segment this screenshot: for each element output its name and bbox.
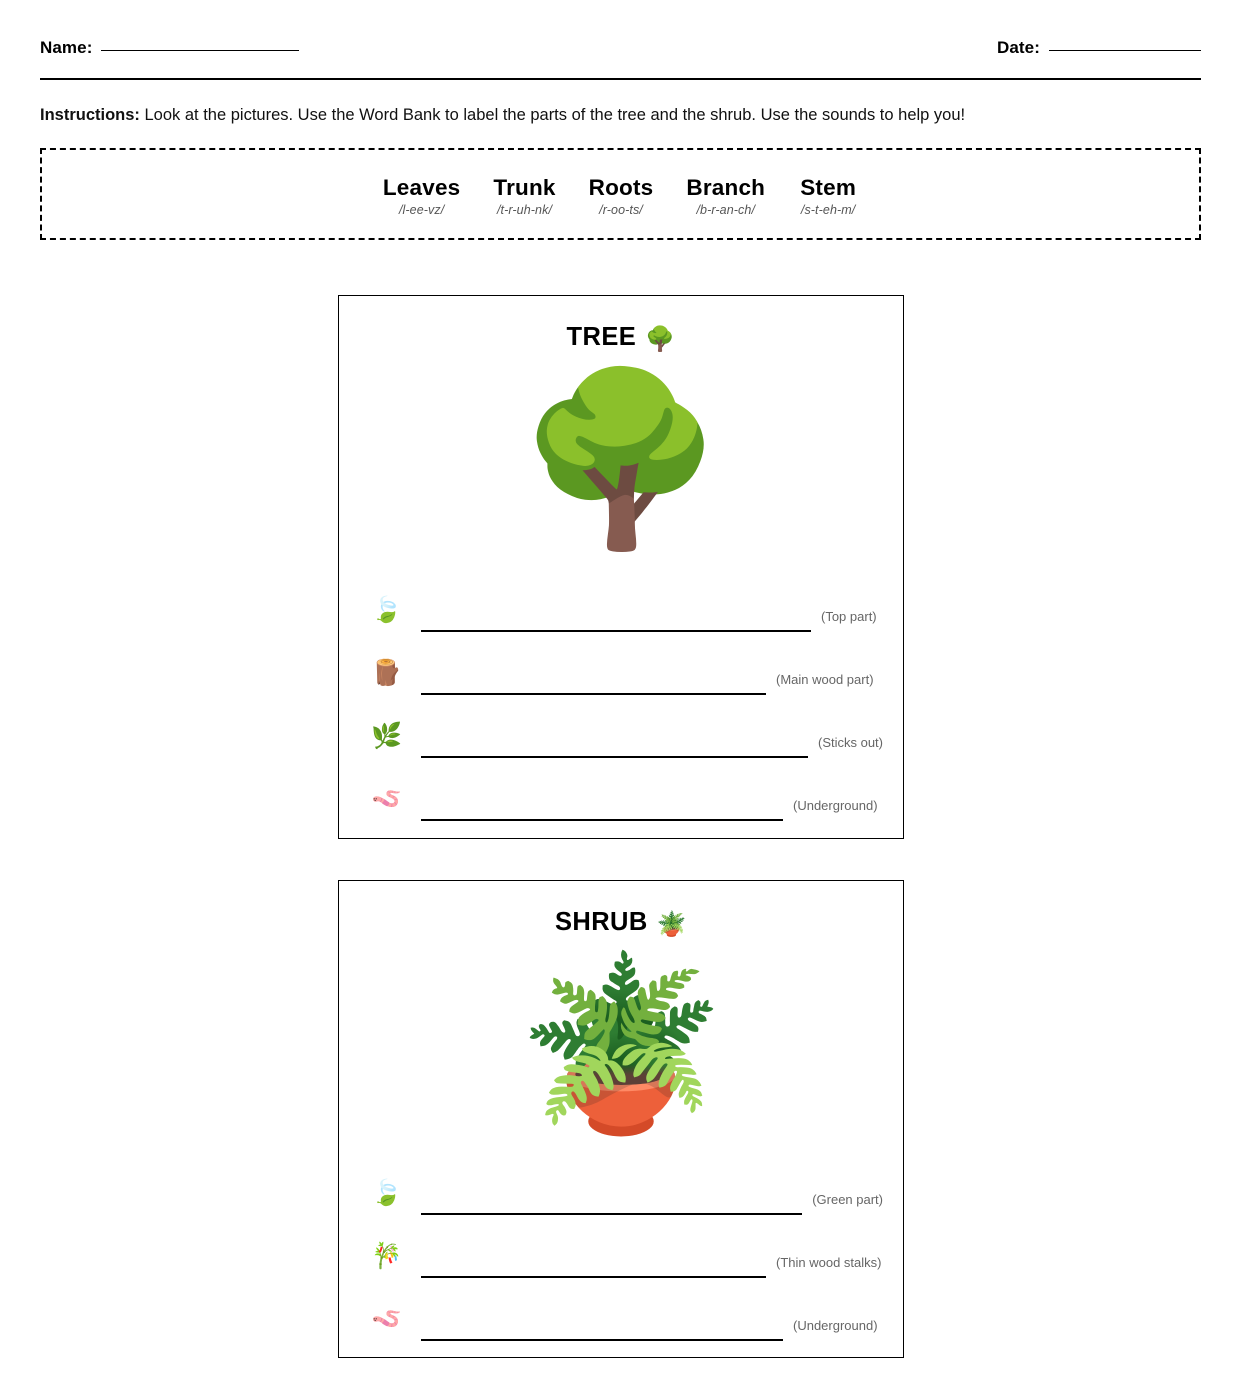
name-label: Name:	[40, 38, 93, 57]
tree-illustration: 🌳	[516, 365, 726, 554]
word-bank-word: Trunk	[493, 175, 556, 201]
answer-write-line[interactable]	[421, 1339, 783, 1341]
word-bank-item-leaves[interactable]	[383, 175, 461, 217]
word-bank-item-branch[interactable]	[686, 175, 765, 217]
answer-hint: (Top part)	[821, 609, 877, 625]
answer-hint: (Underground)	[793, 798, 878, 814]
answer-write-line[interactable]	[421, 819, 783, 821]
word-bank-phonetic: /t-r-uh-nk/	[496, 203, 553, 218]
date-write-line[interactable]	[1049, 50, 1201, 51]
word-bank-word: Branch	[686, 175, 766, 201]
answer-write-line[interactable]	[421, 1276, 766, 1278]
answer-row[interactable]	[371, 759, 883, 822]
answer-row[interactable]	[371, 633, 883, 696]
word-bank-phonetic: /l-ee-vz/	[398, 203, 445, 218]
answer-hint: (Sticks out)	[817, 735, 883, 751]
answer-row[interactable]	[371, 696, 883, 759]
instructions-body: Look at the pictures. Use the Word Bank to label the parts of the tree and the shrub. Use the sounds to help you!	[139, 106, 966, 124]
date-label: Date:	[996, 38, 1040, 57]
wood-log-icon: 🪵	[371, 659, 403, 688]
answer-write-line[interactable]	[421, 630, 811, 632]
shrub-answer-rows	[339, 1153, 903, 1342]
answer-hint: (Thin wood stalks)	[776, 1255, 882, 1271]
instructions-text	[40, 104, 1201, 126]
word-bank-item-roots[interactable]	[589, 175, 654, 217]
date-field	[997, 38, 1201, 58]
word-bank-item-trunk[interactable]	[493, 175, 555, 217]
tree-card-title	[339, 296, 903, 353]
answer-row[interactable]	[371, 1153, 883, 1216]
answer-row[interactable]	[371, 570, 883, 633]
leaf-fluttering-icon: 🍃	[371, 1179, 403, 1208]
header-divider	[40, 78, 1201, 80]
shrub-card	[338, 880, 904, 1358]
answer-hint: (Main wood part)	[776, 672, 874, 688]
shrub-illustration: 🪴	[516, 950, 726, 1139]
answer-hint: (Green part)	[812, 1192, 883, 1208]
student-info-header	[40, 0, 1201, 58]
herb-branch-icon: 🌿	[371, 722, 403, 751]
word-bank	[40, 148, 1201, 240]
answer-hint: (Underground)	[793, 1318, 878, 1334]
shrub-title-text: SHRUB	[555, 908, 648, 936]
worm-icon: 🪱	[371, 1305, 403, 1334]
word-bank-item-stem[interactable]	[798, 175, 858, 217]
answer-row[interactable]	[371, 1216, 883, 1279]
word-bank-phonetic: /s-t-eh-m/	[800, 203, 856, 218]
answer-write-line[interactable]	[421, 756, 808, 758]
tree-title-text: TREE	[566, 323, 637, 351]
word-bank-word: Stem	[800, 175, 857, 201]
answer-write-line[interactable]	[421, 1213, 802, 1215]
worm-icon: 🪱	[371, 785, 403, 814]
word-bank-phonetic: /b-r-an-ch/	[696, 203, 756, 218]
tree-card	[338, 295, 904, 839]
tree-answer-rows	[339, 570, 903, 822]
potted-plant-icon: 🪴	[656, 911, 687, 938]
name-write-line[interactable]	[101, 50, 299, 51]
word-bank-phonetic: /r-oo-ts/	[599, 203, 643, 218]
shrub-card-title	[339, 881, 903, 938]
name-field	[40, 38, 299, 58]
bamboo-stalks-icon: 🎋	[371, 1242, 403, 1271]
instructions-label: Instructions:	[40, 106, 140, 124]
leaf-fluttering-icon: 🍃	[371, 596, 403, 625]
word-bank-word: Leaves	[382, 175, 461, 201]
word-bank-items	[383, 175, 858, 217]
word-bank-word: Roots	[588, 175, 654, 201]
tree-icon: 🌳	[645, 326, 676, 353]
answer-write-line[interactable]	[421, 693, 766, 695]
answer-row[interactable]	[371, 1279, 883, 1342]
